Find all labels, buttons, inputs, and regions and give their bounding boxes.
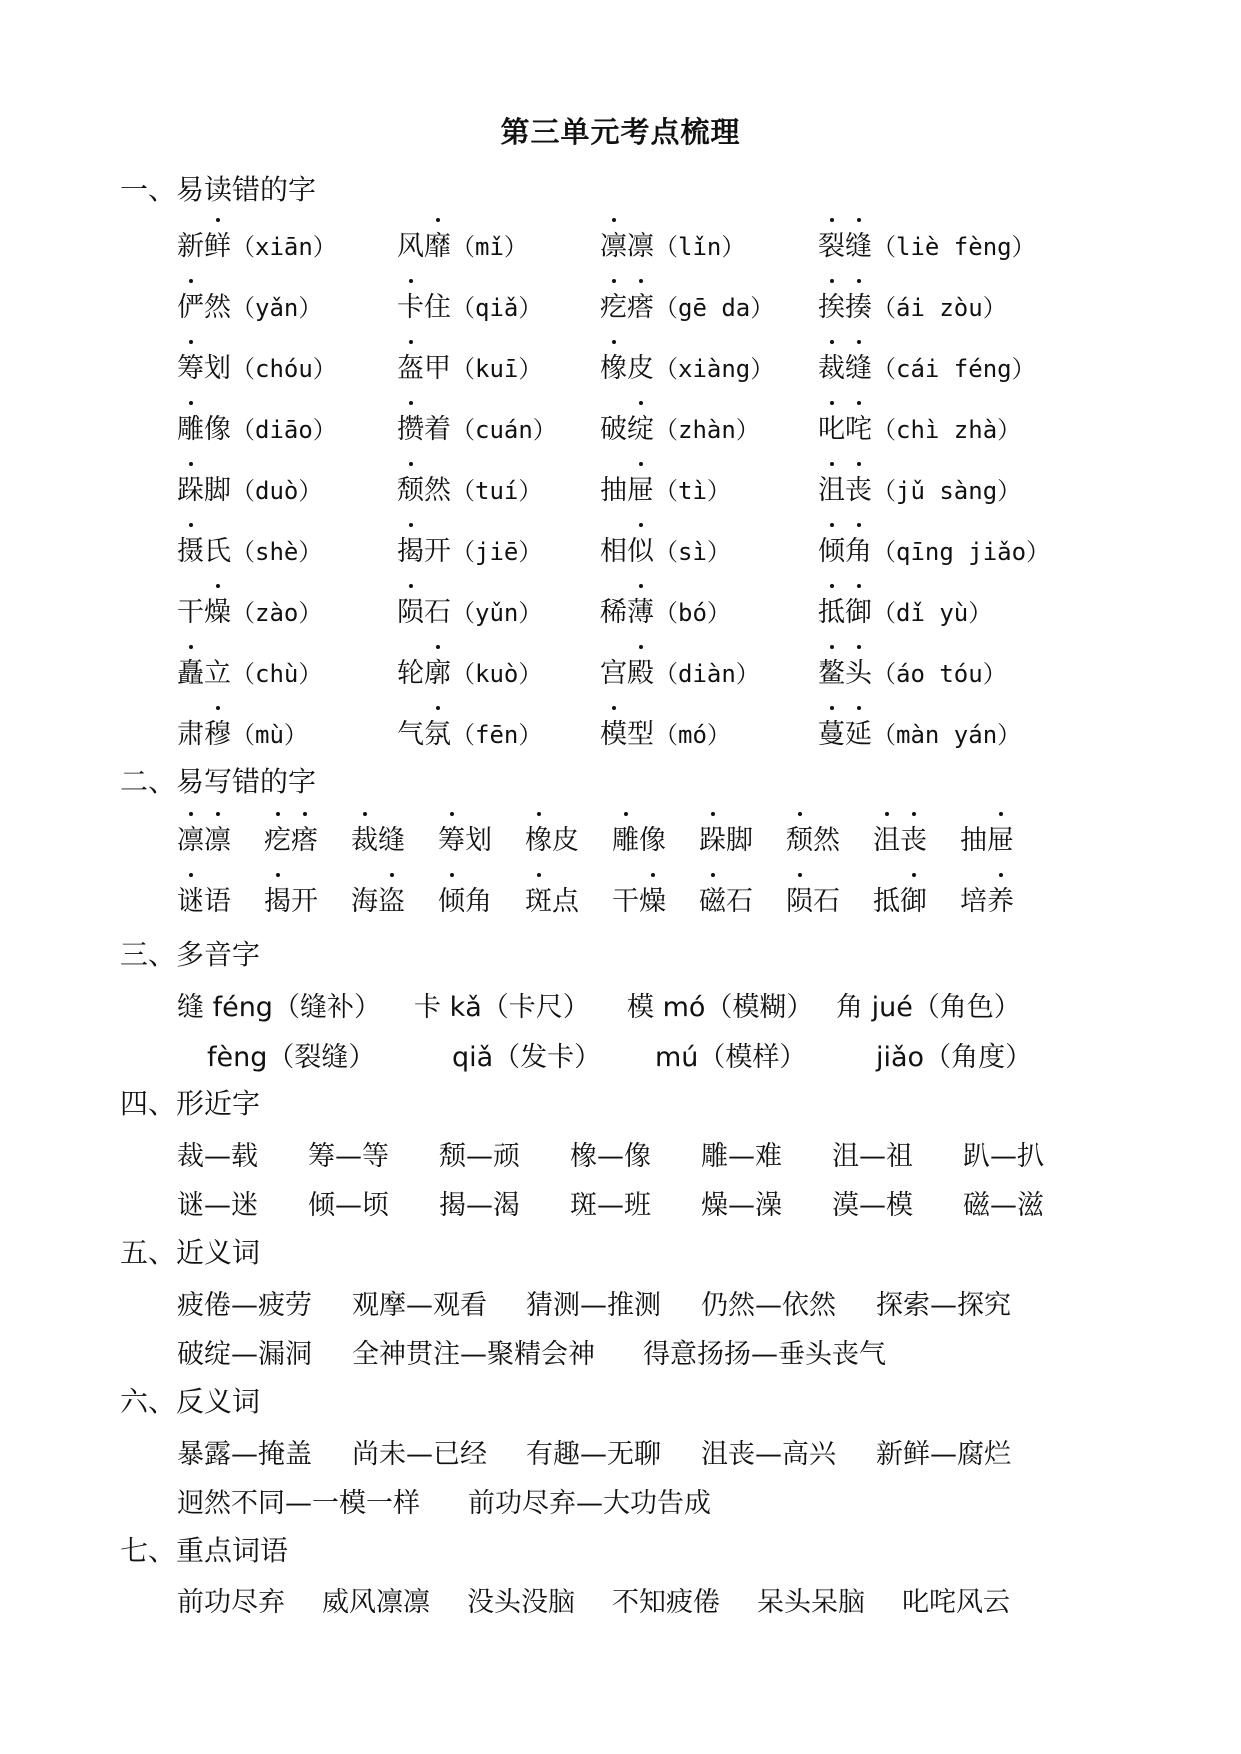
pinyin-reading: （yǎn）	[231, 294, 323, 322]
easy-miswrite-word	[699, 818, 753, 857]
word-char: 裁	[818, 346, 845, 385]
similar-char-pair: 燥—澡	[701, 1190, 782, 1221]
word-char: 破	[600, 414, 627, 445]
word-char: 新	[177, 231, 204, 262]
similar-char-pair: 揭—渴	[439, 1190, 520, 1221]
word-char: 燥	[204, 590, 231, 629]
word-char: 头	[845, 651, 872, 690]
word-char: 跺	[699, 818, 726, 857]
pinyin-reading: （chóu）	[231, 355, 337, 383]
easy-miswrite-word	[438, 879, 492, 918]
easy-miswrite-word	[525, 818, 579, 857]
easy-misread-entry	[177, 651, 322, 690]
word-char: 沮	[818, 468, 845, 507]
easy-miswrite-word	[351, 818, 405, 857]
word-char: 抽	[600, 475, 627, 506]
word-char: 缝	[378, 825, 405, 856]
word-char: 抵	[873, 886, 900, 917]
word-char: 抽	[960, 825, 987, 856]
word-char: 矗	[177, 651, 204, 690]
similar-char-pair: 趴—扒	[963, 1141, 1044, 1172]
easy-miswrite-word	[264, 879, 318, 918]
pinyin-reading: （chù）	[231, 660, 323, 688]
word-char: 开	[291, 886, 318, 917]
word-char: 然	[204, 292, 231, 323]
word-char: 屉	[627, 468, 654, 507]
pinyin-reading: （cuán）	[451, 416, 557, 444]
word-char: 氛	[424, 712, 451, 751]
word-char: 筹	[438, 818, 465, 857]
pinyin-reading: （dǐ yù）	[872, 599, 993, 627]
similar-char-pair: 倾—顷	[308, 1190, 389, 1221]
key-phrase: 不知疲倦	[612, 1587, 720, 1618]
word-char: 瘩	[291, 818, 318, 857]
similar-char-pair: 筹—等	[308, 1141, 389, 1172]
easy-misread-entry	[177, 590, 322, 629]
word-char: 雕	[177, 407, 204, 446]
word-char: 干	[177, 597, 204, 628]
word-char: 燥	[639, 879, 666, 918]
word-char: 相	[600, 536, 627, 567]
pinyin-reading: （jǔ sàng）	[872, 477, 1022, 505]
word-char: 倾	[438, 879, 465, 918]
pinyin-reading: （shè）	[231, 538, 323, 566]
pinyin-reading: （sì）	[654, 538, 731, 566]
polyphone-entry: mú（模样）	[655, 1042, 807, 1073]
easy-misread-entry	[818, 285, 1007, 324]
word-char: 养	[987, 879, 1014, 918]
easy-miswrite-word	[351, 879, 405, 918]
word-char: 凛	[600, 224, 627, 263]
section-7-heading: 七、重点词语	[120, 1534, 289, 1567]
word-char: 像	[204, 414, 231, 445]
word-char: 培	[960, 886, 987, 917]
section-4-heading: 四、形近字	[120, 1087, 261, 1120]
word-char: 像	[639, 825, 666, 856]
word-char: 然	[424, 475, 451, 506]
word-char: 型	[627, 719, 654, 750]
word-char: 海	[351, 886, 378, 917]
easy-misread-entry	[600, 529, 731, 568]
pinyin-reading: （bó）	[654, 599, 731, 627]
word-char: 御	[900, 879, 927, 918]
easy-miswrite-word	[177, 818, 231, 857]
section-6-heading: 六、反义词	[120, 1385, 261, 1418]
word-char: 肃	[177, 719, 204, 750]
similar-char-pair: 斑—班	[570, 1190, 651, 1221]
word-char: 攒	[397, 407, 424, 446]
pinyin-reading: （mǐ）	[451, 233, 528, 261]
polyphone-entry: 模 mó（模糊）	[627, 992, 814, 1023]
antonym-pair: 迥然不同—一模一样	[177, 1488, 420, 1519]
easy-misread-entry	[397, 346, 542, 385]
easy-miswrite-word	[612, 818, 666, 857]
pinyin-reading: （qiǎ）	[451, 294, 543, 322]
word-char: 角	[845, 529, 872, 568]
pinyin-reading: （lǐn）	[654, 233, 746, 261]
pinyin-reading: （kuò）	[451, 660, 543, 688]
word-char: 语	[204, 886, 231, 917]
word-char: 揍	[845, 285, 872, 324]
word-char: 缝	[845, 224, 872, 263]
synonym-pair: 疲倦—疲劳	[177, 1290, 312, 1321]
word-char: 屉	[987, 818, 1014, 857]
easy-misread-entry	[177, 346, 337, 385]
easy-miswrite-word	[786, 818, 840, 857]
easy-miswrite-word	[873, 879, 927, 918]
key-phrase: 呆头呆脑	[757, 1587, 865, 1618]
antonym-pair: 尚未—已经	[352, 1439, 487, 1470]
word-char: 脚	[204, 475, 231, 506]
word-char: 斑	[525, 879, 552, 918]
easy-misread-entry	[397, 651, 542, 690]
word-char: 御	[845, 590, 872, 629]
easy-misread-entry	[397, 712, 542, 751]
easy-misread-entry	[600, 407, 760, 446]
word-char: 殿	[627, 651, 654, 690]
word-char: 盗	[378, 879, 405, 918]
pinyin-reading: （zào）	[231, 599, 323, 627]
easy-miswrite-word	[177, 879, 231, 918]
word-char: 石	[726, 886, 753, 917]
synonym-pair: 全神贯注—聚精会神	[352, 1339, 595, 1370]
easy-misread-entry	[397, 407, 557, 446]
key-phrase: 叱咤风云	[902, 1587, 1010, 1618]
word-char: 颓	[397, 468, 424, 507]
word-char: 住	[424, 292, 451, 323]
word-char: 轮	[397, 658, 424, 689]
easy-misread-entry	[177, 407, 337, 446]
word-char: 陨	[786, 879, 813, 918]
pinyin-reading: （kuī）	[451, 355, 543, 383]
easy-misread-entry	[818, 529, 1050, 568]
easy-misread-entry	[818, 346, 1036, 385]
word-char: 疙	[264, 818, 291, 857]
polyphone-entry: fèng（裂缝）	[207, 1042, 376, 1073]
pinyin-reading: （fēn）	[451, 721, 543, 749]
pinyin-reading: （xiān）	[231, 233, 337, 261]
word-char: 雕	[612, 818, 639, 857]
easy-miswrite-word	[438, 818, 492, 857]
easy-misread-entry	[818, 651, 1007, 690]
word-char: 风	[397, 231, 424, 262]
easy-misread-entry	[397, 468, 542, 507]
word-char: 鳌	[818, 651, 845, 690]
easy-miswrite-word	[873, 818, 927, 857]
easy-miswrite-word	[960, 818, 1014, 857]
word-char: 蔓	[818, 712, 845, 751]
word-char: 然	[813, 825, 840, 856]
easy-miswrite-word	[264, 818, 318, 857]
antonym-pair: 有趣—无聊	[526, 1439, 661, 1470]
pinyin-reading: （tì）	[654, 477, 731, 505]
easy-miswrite-word	[699, 879, 753, 918]
word-char: 着	[424, 414, 451, 445]
easy-misread-entry	[818, 712, 1021, 751]
word-char: 薄	[627, 590, 654, 629]
similar-char-pair: 磁—滋	[963, 1190, 1044, 1221]
pinyin-reading: （duò）	[231, 477, 323, 505]
page-title: 第三单元考点梳理	[500, 115, 741, 149]
easy-miswrite-word	[525, 879, 579, 918]
easy-misread-entry	[818, 590, 992, 629]
word-char: 橡	[525, 818, 552, 857]
word-char: 俨	[177, 285, 204, 324]
pinyin-reading: （mó）	[654, 721, 731, 749]
antonym-pair: 沮丧—高兴	[701, 1439, 836, 1470]
word-char: 气	[397, 719, 424, 750]
similar-char-pair: 橡—像	[570, 1141, 651, 1172]
easy-misread-entry	[397, 529, 542, 568]
word-char: 点	[552, 886, 579, 917]
easy-misread-entry	[818, 468, 1021, 507]
similar-char-pair: 颓—顽	[439, 1141, 520, 1172]
synonym-pair: 得意扬扬—垂头丧气	[643, 1339, 886, 1370]
word-char: 揭	[397, 529, 424, 568]
word-char: 缝	[845, 346, 872, 385]
pinyin-reading: （qīng jiǎo）	[872, 538, 1051, 566]
synonym-pair: 猜测—推测	[526, 1290, 661, 1321]
similar-char-pair: 裁—载	[177, 1141, 258, 1172]
similar-char-pair: 雕—难	[701, 1141, 782, 1172]
word-char: 绽	[627, 407, 654, 446]
word-char: 氏	[204, 536, 231, 567]
word-char: 瘩	[627, 285, 654, 324]
easy-misread-entry	[600, 224, 745, 263]
easy-misread-entry	[600, 285, 774, 324]
pinyin-reading: （mù）	[231, 721, 308, 749]
section-5-heading: 五、近义词	[120, 1236, 261, 1269]
word-char: 延	[845, 712, 872, 751]
antonym-pair: 新鲜—腐烂	[876, 1439, 1011, 1470]
pinyin-reading: （jiē）	[451, 538, 543, 566]
word-char: 石	[813, 886, 840, 917]
word-char: 皮	[627, 353, 654, 384]
word-char: 凛	[204, 818, 231, 857]
pinyin-reading: （ái zòu）	[872, 294, 1007, 322]
pinyin-reading: （gē da）	[654, 294, 775, 322]
word-char: 靡	[424, 224, 451, 263]
word-char: 倾	[818, 529, 845, 568]
section-1-heading: 一、易读错的字	[120, 173, 317, 206]
word-char: 疙	[600, 285, 627, 324]
easy-misread-entry	[818, 407, 1021, 446]
word-char: 跺	[177, 468, 204, 507]
word-char: 磁	[699, 879, 726, 918]
word-char: 模	[600, 712, 627, 751]
word-char: 陨	[397, 590, 424, 629]
word-char: 开	[424, 536, 451, 567]
word-char: 咤	[845, 407, 872, 446]
easy-misread-entry	[600, 346, 774, 385]
easy-misread-entry	[600, 712, 731, 751]
word-char: 角	[465, 886, 492, 917]
easy-misread-entry	[177, 224, 337, 263]
synonym-pair: 仍然—依然	[701, 1290, 836, 1321]
synonym-pair: 观摩—观看	[352, 1290, 487, 1321]
pinyin-reading: （diàn）	[654, 660, 760, 688]
easy-misread-entry	[600, 651, 760, 690]
section-2-heading: 二、易写错的字	[120, 765, 317, 798]
word-char: 摄	[177, 529, 204, 568]
pinyin-reading: （áo tóu）	[872, 660, 1007, 688]
pinyin-reading: （chì zhà）	[872, 416, 1022, 444]
word-char: 筹	[177, 346, 204, 385]
polyphone-entry: 缝 féng（缝补）	[177, 992, 381, 1023]
easy-misread-entry	[177, 712, 308, 751]
word-char: 丧	[845, 468, 872, 507]
word-char: 卡	[397, 285, 424, 324]
pinyin-reading: （diāo）	[231, 416, 337, 444]
word-char: 干	[612, 886, 639, 917]
easy-miswrite-word	[786, 879, 840, 918]
word-char: 划	[204, 353, 231, 384]
key-phrase: 前功尽弃	[177, 1587, 285, 1618]
word-char: 立	[204, 658, 231, 689]
word-char: 似	[627, 529, 654, 568]
easy-misread-entry	[397, 285, 542, 324]
antonym-pair: 暴露—掩盖	[177, 1439, 312, 1470]
synonym-pair: 破绽—漏洞	[177, 1339, 312, 1370]
word-char: 穆	[204, 712, 231, 751]
word-char: 皮	[552, 825, 579, 856]
word-char: 凛	[627, 231, 654, 262]
section-3-heading: 三、多音字	[120, 938, 261, 971]
word-char: 凛	[177, 818, 204, 857]
synonym-pair: 探索—探究	[876, 1290, 1011, 1321]
similar-char-pair: 沮—祖	[832, 1141, 913, 1172]
easy-misread-entry	[177, 529, 322, 568]
word-char: 稀	[600, 597, 627, 628]
word-char: 沮	[873, 818, 900, 857]
pinyin-reading: （yǔn）	[451, 599, 543, 627]
easy-misread-entry	[177, 468, 322, 507]
easy-misread-entry	[818, 224, 1036, 263]
word-char: 谜	[177, 879, 204, 918]
word-char: 裂	[818, 224, 845, 263]
word-char: 揭	[264, 879, 291, 918]
pinyin-reading: （tuí）	[451, 477, 543, 505]
pinyin-reading: （cái féng）	[872, 355, 1036, 383]
word-char: 廓	[424, 651, 451, 690]
easy-misread-entry	[397, 224, 528, 263]
word-char: 划	[465, 825, 492, 856]
word-char: 抵	[818, 590, 845, 629]
word-char: 鲜	[204, 224, 231, 263]
easy-miswrite-word	[612, 879, 666, 918]
easy-misread-entry	[397, 590, 542, 629]
pinyin-reading: （màn yán）	[872, 721, 1022, 749]
pinyin-reading: （xiàng）	[654, 355, 775, 383]
polyphone-entry: 角 jué（角色）	[836, 992, 1021, 1023]
word-char: 丧	[900, 818, 927, 857]
pinyin-reading: （liè fèng）	[872, 233, 1036, 261]
similar-char-pair: 漠—模	[832, 1190, 913, 1221]
word-char: 叱	[818, 407, 845, 446]
word-char: 脚	[726, 825, 753, 856]
easy-miswrite-word	[960, 879, 1014, 918]
word-char: 盔	[397, 346, 424, 385]
antonym-pair: 前功尽弃—大功告成	[468, 1488, 711, 1519]
easy-misread-entry	[600, 590, 731, 629]
polyphone-entry: jiǎo（角度）	[876, 1042, 1033, 1073]
easy-misread-entry	[600, 468, 731, 507]
polyphone-entry: 卡 kǎ（卡尺）	[414, 992, 590, 1023]
pinyin-reading: （zhàn）	[654, 416, 760, 444]
word-char: 颓	[786, 818, 813, 857]
polyphone-entry: qiǎ（发卡）	[452, 1042, 602, 1073]
word-char: 甲	[424, 353, 451, 384]
word-char: 宫	[600, 658, 627, 689]
key-phrase: 威风凛凛	[322, 1587, 430, 1618]
easy-misread-entry	[177, 285, 322, 324]
similar-char-pair: 谜—迷	[177, 1190, 258, 1221]
word-char: 挨	[818, 285, 845, 324]
word-char: 裁	[351, 818, 378, 857]
key-phrase: 没头没脑	[467, 1587, 575, 1618]
word-char: 橡	[600, 346, 627, 385]
word-char: 石	[424, 597, 451, 628]
